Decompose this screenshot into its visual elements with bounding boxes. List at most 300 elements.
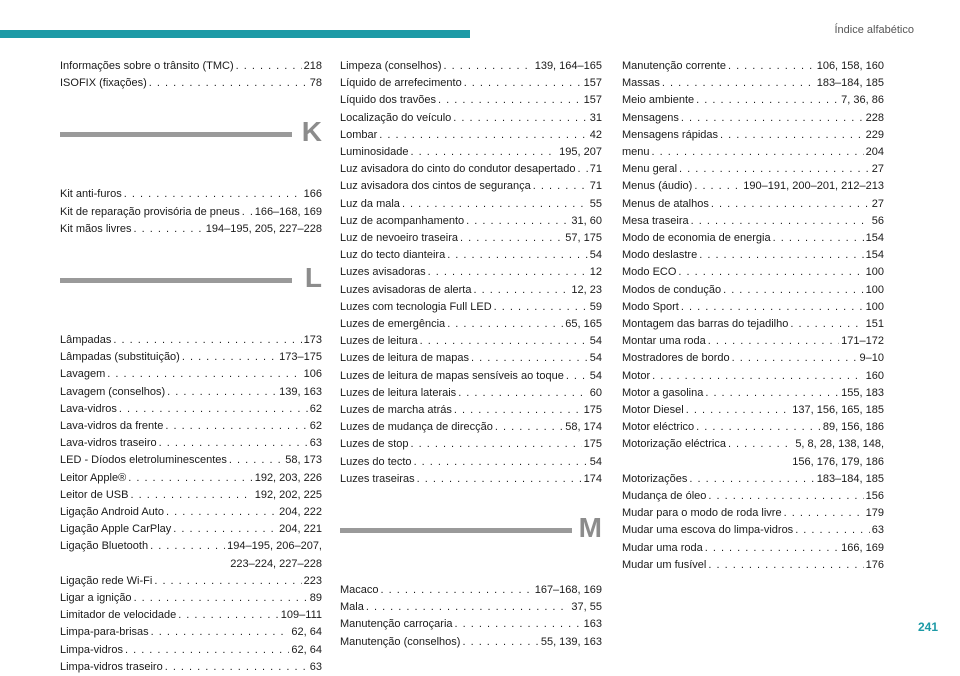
entry-label: Lombar	[340, 128, 378, 141]
leader-dots	[411, 144, 558, 161]
index-entry	[60, 573, 322, 590]
entry-label: menu	[622, 146, 650, 159]
leader-dots	[166, 504, 277, 521]
entry-pages: 175	[583, 404, 602, 417]
entry-pages: 155, 183	[841, 386, 884, 399]
index-entry	[622, 368, 884, 385]
index-entry	[622, 144, 884, 161]
header-accent-bar	[0, 30, 470, 38]
section-rule	[60, 132, 292, 137]
entry-pages: 5, 8, 28, 138, 148,	[795, 438, 884, 451]
entry-pages: 89	[309, 592, 322, 605]
index-entry	[60, 624, 322, 641]
entry-pages: 195, 207	[559, 146, 602, 159]
entry-label: Modo ECO	[622, 266, 677, 279]
index-entry	[60, 332, 322, 349]
entry-label: Ligar a ignição	[60, 592, 132, 605]
entry-pages: 137, 156, 165, 185	[792, 404, 884, 417]
entry-label: Luzes de leitura	[340, 335, 418, 348]
leader-dots	[473, 282, 569, 299]
entry-label: Limitador de velocidade	[60, 609, 177, 622]
entry-pages: 218	[303, 60, 322, 72]
leader-dots	[420, 333, 588, 350]
entry-pages: 63	[871, 524, 884, 537]
index-entry	[340, 247, 602, 264]
entry-label: Luz avisadora do cinto do condutor desapertado	[340, 163, 576, 176]
entry-pages: 109–111	[280, 609, 322, 622]
entry-pages: 179	[865, 507, 884, 520]
leader-dots	[705, 385, 839, 402]
entry-label: Motor Diesel	[622, 404, 684, 417]
leader-dots	[411, 436, 582, 453]
entry-pages: 166–168, 169	[254, 205, 322, 218]
index-entry	[340, 264, 602, 281]
index-entry	[622, 419, 884, 436]
leader-dots	[495, 419, 563, 436]
index-entry	[622, 471, 884, 488]
index-entry	[622, 488, 884, 505]
entry-pages: 9–10	[859, 352, 884, 365]
leader-dots	[464, 75, 582, 92]
index-entry	[340, 213, 602, 230]
index-entry	[622, 247, 884, 264]
entry-group	[60, 332, 322, 676]
index-entry	[622, 92, 884, 109]
index-entry	[622, 522, 884, 539]
leader-dots	[694, 178, 741, 195]
leader-dots	[533, 178, 588, 195]
index-entry	[60, 366, 322, 383]
entry-pages: 194–195, 205, 227–228	[205, 222, 322, 235]
entry-label: ISOFIX (fixações)	[60, 77, 147, 90]
leader-dots	[679, 161, 870, 178]
leader-dots	[696, 419, 821, 436]
entry-label: Mensagens rápidas	[622, 128, 719, 141]
entry-pages: 157	[583, 77, 602, 90]
leader-dots	[681, 299, 864, 316]
entry-label: Informações sobre o trânsito (TMC)	[60, 60, 234, 72]
index-entry	[340, 436, 602, 453]
entry-label: Mudança de óleo	[622, 490, 707, 503]
leader-dots	[447, 316, 563, 333]
index-entry	[622, 505, 884, 522]
index-entry	[622, 402, 884, 419]
entry-pages: 166, 169	[841, 541, 884, 554]
index-entry	[622, 316, 884, 333]
entry-label: Ligação Bluetooth	[60, 540, 149, 553]
entry-label: Manutenção carroçaria	[340, 618, 453, 631]
leader-dots	[454, 402, 582, 419]
leader-dots	[381, 582, 533, 599]
leader-dots	[149, 75, 308, 92]
entry-pages: 58, 173	[285, 454, 322, 467]
entry-pages: 106	[303, 368, 322, 381]
entry-label: Limpa-para-brisas	[60, 626, 149, 639]
leader-dots	[678, 264, 863, 281]
leader-dots	[150, 538, 225, 555]
entry-group	[60, 58, 322, 92]
leader-dots	[696, 92, 839, 109]
entry-label: Luminosidade	[340, 146, 409, 159]
entry-label: Kit mãos livres	[60, 222, 132, 235]
index-entry	[340, 58, 602, 75]
index-entry	[60, 538, 322, 555]
entry-pages: 54	[589, 369, 602, 382]
index-entry	[622, 230, 884, 247]
index-entry	[340, 599, 602, 616]
index-entry	[340, 299, 602, 316]
leader-dots	[167, 384, 277, 401]
entry-pages: 139, 164–165	[534, 60, 602, 72]
index-entry	[622, 299, 884, 316]
entry-pages: 54	[589, 249, 602, 262]
index-entry	[60, 186, 322, 203]
index-entry	[622, 282, 884, 299]
leader-dots	[178, 607, 279, 624]
entry-group	[340, 582, 602, 651]
entry-label: Mesa traseira	[622, 214, 689, 227]
index-entry	[60, 607, 322, 624]
entry-label: Limpa-vidros traseiro	[60, 660, 163, 673]
leader-dots	[125, 642, 289, 659]
entry-pages: 192, 202, 225	[254, 488, 322, 501]
entry-label: Luzes com tecnologia Full LED	[340, 300, 492, 313]
entry-pages: 154	[865, 249, 884, 262]
index-entry	[60, 470, 322, 487]
leader-dots	[566, 368, 588, 385]
entry-pages: 100	[865, 283, 884, 296]
leader-dots	[113, 332, 301, 349]
index-entry	[340, 616, 602, 633]
entry-pages: 58, 174	[565, 421, 602, 434]
entry-pages: 229	[865, 128, 884, 141]
index-entry	[340, 634, 602, 651]
leader-dots	[652, 144, 864, 161]
section-letter-m: M	[578, 512, 602, 544]
leader-dots	[134, 221, 204, 238]
leader-dots	[728, 436, 793, 453]
index-entry	[340, 110, 602, 127]
leader-dots	[236, 58, 302, 75]
entry-pages: 62, 64	[291, 626, 322, 639]
entry-label: Mudar uma roda	[622, 541, 703, 554]
entry-pages: 63	[309, 437, 322, 450]
entry-label: Motor	[622, 369, 651, 382]
leader-dots	[691, 213, 870, 230]
entry-label: Modo deslastre	[622, 249, 698, 262]
leader-dots	[494, 299, 588, 316]
index-entry	[60, 435, 322, 452]
entry-label: Líquido de arrefecimento	[340, 77, 462, 90]
leader-dots	[455, 616, 582, 633]
leader-dots	[458, 385, 588, 402]
entry-label: Luz avisadora dos cintos de segurança	[340, 180, 531, 193]
entry-label: Menu geral	[622, 163, 678, 176]
leader-dots	[165, 418, 307, 435]
entry-label: Meio ambiente	[622, 94, 695, 107]
leader-dots	[652, 368, 864, 385]
leader-dots	[173, 521, 277, 538]
entry-pages: 106, 158, 160	[816, 60, 884, 72]
leader-dots	[134, 590, 308, 607]
entry-label: Modo Sport	[622, 300, 679, 313]
index-entry	[340, 316, 602, 333]
entry-label: Luzes traseiras	[340, 472, 415, 485]
entry-label: Luz do tecto dianteira	[340, 249, 446, 262]
leader-dots	[466, 213, 569, 230]
entry-label: Menus (áudio)	[622, 180, 693, 193]
entry-pages: 223	[303, 574, 322, 587]
entry-pages: 89, 156, 186	[822, 421, 884, 434]
entry-pages: 59	[589, 300, 602, 313]
index-entry	[622, 161, 884, 178]
section-rule	[60, 278, 292, 283]
section-divider-k	[60, 112, 322, 186]
leader-dots	[577, 161, 587, 178]
leader-dots	[471, 350, 588, 367]
entry-label: Luz da mala	[340, 197, 400, 210]
leader-dots	[159, 435, 308, 452]
index-entry	[60, 521, 322, 538]
entry-label: Leitor Apple®	[60, 471, 127, 484]
leader-dots	[151, 624, 290, 641]
index-entry	[622, 196, 884, 213]
leader-dots	[453, 110, 587, 127]
entry-pages: 55, 139, 163	[540, 635, 602, 648]
index-entry	[340, 582, 602, 599]
entry-pages: 42	[589, 128, 602, 141]
entry-pages-continued: 223–224, 227–228	[230, 557, 322, 570]
entry-label: Luzes avisadoras de alerta	[340, 283, 472, 296]
entry-label: Luzes de marcha atrás	[340, 404, 452, 417]
entry-pages: 100	[865, 266, 884, 279]
entry-label: Luzes de stop	[340, 438, 409, 451]
index-entry	[340, 144, 602, 161]
entry-pages: 56	[871, 214, 884, 227]
leader-dots	[366, 599, 570, 616]
entry-pages: 139, 163	[279, 385, 322, 398]
entry-label: Luzes de leitura de mapas	[340, 352, 470, 365]
section-letter-k: K	[301, 116, 322, 148]
entry-label: Motor eléctrico	[622, 421, 695, 434]
entry-pages: 54	[589, 335, 602, 348]
entry-pages: 55	[589, 197, 602, 210]
leader-dots	[417, 471, 582, 488]
entry-label: Mostradores de bordo	[622, 352, 730, 365]
entry-label: Lavagem	[60, 368, 106, 381]
leader-dots	[414, 454, 588, 471]
entry-label: Motor a gasolina	[622, 386, 704, 399]
index-entry	[340, 230, 602, 247]
index-entry	[622, 264, 884, 281]
entry-group	[60, 186, 322, 238]
entry-pages: 65, 165	[565, 318, 602, 331]
index-column-1	[60, 58, 322, 676]
index-entry	[60, 487, 322, 504]
entry-label: Massas	[622, 77, 660, 90]
entry-label: Montagem das barras do tejadilho	[622, 318, 789, 331]
entry-label: Luz de nevoeiro traseira	[340, 232, 459, 245]
index-entry	[60, 58, 322, 75]
entry-pages: 78	[309, 77, 322, 90]
index-entry	[340, 402, 602, 419]
entry-label: Leitor de USB	[60, 488, 129, 501]
leader-dots	[107, 366, 301, 383]
entry-label: Ligação Apple CarPlay	[60, 523, 172, 536]
entry-pages: 171–172	[841, 335, 884, 348]
entry-label: Luzes de mudança de direcção	[340, 421, 493, 434]
index-entry	[60, 401, 322, 418]
index-entry	[622, 178, 884, 195]
index-entry	[340, 454, 602, 471]
index-entry	[60, 642, 322, 659]
leader-dots	[708, 488, 863, 505]
index-column-2	[340, 58, 602, 651]
leader-dots	[229, 452, 283, 469]
leader-dots	[681, 110, 864, 127]
entry-pages: 27	[871, 197, 884, 210]
leader-dots	[686, 402, 791, 419]
entry-pages: 176	[865, 558, 884, 571]
entry-label: Luzes de leitura de mapas sensíveis ao toque	[340, 369, 564, 382]
entry-pages: 54	[589, 352, 602, 365]
leader-dots	[795, 522, 870, 539]
leader-dots	[784, 505, 864, 522]
entry-label: Montar uma roda	[622, 335, 706, 348]
leader-dots	[462, 634, 538, 651]
leader-dots	[242, 204, 253, 221]
entry-pages: 204	[865, 146, 884, 159]
entry-pages: 12	[589, 266, 602, 279]
entry-pages: 160	[865, 369, 884, 382]
entry-label: Motorização eléctrica	[622, 438, 726, 451]
entry-pages: 62, 64	[291, 643, 322, 656]
index-entry	[340, 196, 602, 213]
entry-pages: 71	[589, 180, 602, 193]
entry-label: Mudar para o modo de roda livre	[622, 507, 782, 520]
entry-pages: 173	[303, 334, 322, 347]
leader-dots	[447, 247, 588, 264]
index-entry	[622, 540, 884, 557]
index-entry	[60, 418, 322, 435]
leader-dots	[460, 230, 563, 247]
entry-label: LED - Díodos eletroluminescentes	[60, 454, 227, 467]
index-entry	[340, 471, 602, 488]
entry-group	[622, 58, 884, 574]
index-entry	[622, 75, 884, 92]
entry-label: Kit anti-furos	[60, 188, 122, 201]
entry-label: Kit de reparação provisória de pneus	[60, 205, 240, 218]
entry-pages: 173–175	[279, 351, 322, 364]
leader-dots	[689, 471, 814, 488]
index-entry	[340, 92, 602, 109]
entry-pages: 37, 55	[571, 601, 602, 614]
entry-pages: 31, 60	[571, 214, 602, 227]
entry-pages-continued: 156, 176, 179, 186	[792, 455, 884, 468]
entry-pages: 54	[589, 455, 602, 468]
index-entry	[60, 384, 322, 401]
entry-pages: 12, 23	[571, 283, 602, 296]
entry-pages: 167–168, 169	[534, 584, 602, 597]
entry-pages: 154	[865, 232, 884, 245]
index-entry	[622, 110, 884, 127]
index-entry	[622, 350, 884, 367]
index-entry	[60, 504, 322, 521]
leader-dots	[124, 186, 302, 203]
entry-pages: 7, 36, 86	[841, 94, 884, 107]
entry-pages: 100	[865, 300, 884, 313]
section-divider-l	[60, 258, 322, 332]
entry-pages: 183–184, 185	[816, 472, 884, 485]
leader-dots	[444, 58, 533, 75]
index-entry	[60, 349, 322, 366]
entry-pages: 71	[589, 163, 602, 176]
index-entry	[340, 75, 602, 92]
leader-dots	[154, 573, 301, 590]
index-entry	[340, 419, 602, 436]
index-entry	[340, 178, 602, 195]
leader-dots	[708, 557, 863, 574]
entry-group	[340, 58, 602, 488]
leader-dots	[438, 92, 582, 109]
index-entry	[622, 436, 884, 453]
entry-label: Luzes de emergência	[340, 318, 446, 331]
leader-dots	[128, 470, 252, 487]
section-letter-l: L	[304, 262, 322, 294]
index-entry	[340, 385, 602, 402]
leader-dots	[723, 282, 864, 299]
index-entry	[60, 204, 322, 221]
index-entry	[340, 333, 602, 350]
entry-pages: 204, 222	[279, 506, 322, 519]
entry-pages: 157	[583, 94, 602, 107]
entry-label: Lava-vidros	[60, 402, 117, 415]
entry-pages: 166	[303, 188, 322, 201]
entry-label: Luz de acompanhamento	[340, 214, 465, 227]
entry-pages: 174	[583, 472, 602, 485]
leader-dots	[165, 659, 308, 676]
leader-dots	[732, 350, 858, 367]
entry-label: Ligação rede Wi-Fi	[60, 574, 153, 587]
entry-pages: 57, 175	[565, 232, 602, 245]
index-entry	[622, 385, 884, 402]
entry-label: Macaco	[340, 584, 379, 597]
entry-label: Luzes avisadoras	[340, 266, 426, 279]
entry-pages: 60	[589, 386, 602, 399]
leader-dots	[711, 196, 870, 213]
leader-dots	[705, 540, 839, 557]
entry-pages: 163	[583, 618, 602, 631]
entry-pages: 151	[865, 318, 884, 331]
entry-label: Mudar uma escova do limpa-vidros	[622, 524, 794, 537]
index-entry	[60, 75, 322, 92]
entry-pages: 183–184, 185	[816, 77, 884, 90]
entry-label: Manutenção (conselhos)	[340, 635, 461, 648]
entry-label: Manutenção corrente	[622, 60, 726, 72]
entry-pages: 228	[865, 111, 884, 124]
entry-label: Lava-vidros traseiro	[60, 437, 157, 450]
leader-dots	[428, 264, 588, 281]
index-entry	[622, 58, 884, 75]
entry-label: Motorizações	[622, 472, 688, 485]
page-number: 241	[917, 620, 938, 634]
entry-label: Lâmpadas	[60, 334, 112, 347]
index-entry	[340, 161, 602, 178]
leader-dots	[662, 75, 815, 92]
entry-label: Limpa-vidros	[60, 643, 123, 656]
index-entry	[60, 590, 322, 607]
index-column-3	[622, 58, 884, 574]
